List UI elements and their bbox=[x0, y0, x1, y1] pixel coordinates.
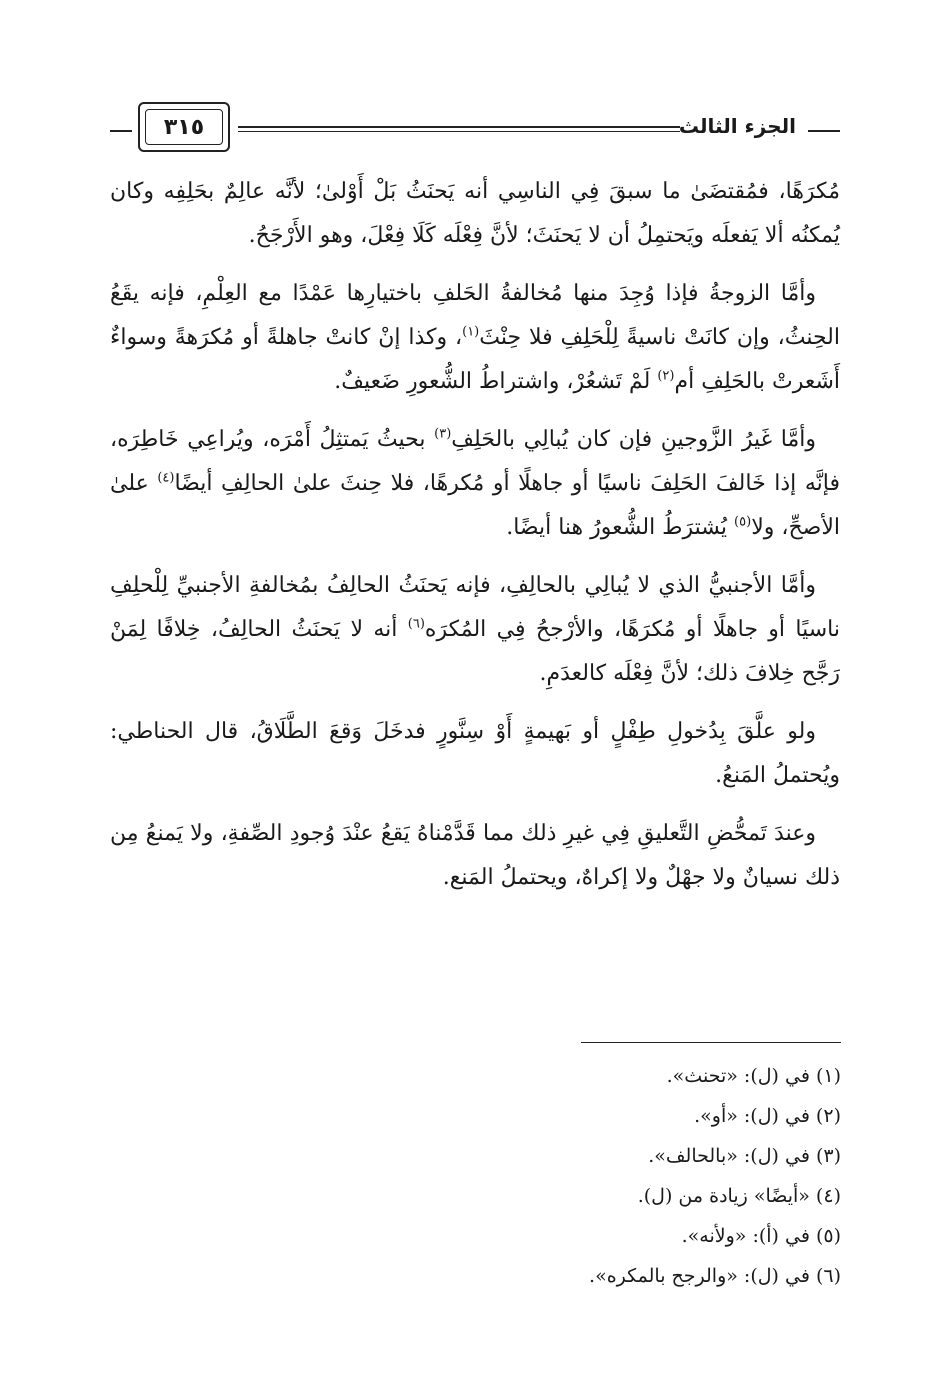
paragraph-1: مُكرَهًا، فمُقتضَىٰ ما سبقَ فِي الناسِي أنه يَحنَثُ بَلْ أَوْلىٰ؛ لأنَّه عالِمٌ بحَلِفِه وكان يُمكنُه ألا يَفعلَه ويَحتمِلُ أن لا يَحنَثَ؛ لأنَّ فِعْلَه كَلَا فِعْلَ، وهو الأَرْجَحُ. bbox=[110, 179, 840, 248]
paragraph-3-part-b: بحيثُ يَمتثِلُ أَمْرَه، ويُراعِي خَاطِرَه، فإنَّه إذا خَالفَ الحَلِفَ ناسيًا أو جاهلًا أو مُكرهًا، فلا حِنثَ علىٰ الحالِفِ أيضًا bbox=[110, 427, 840, 496]
header-dash-right bbox=[808, 130, 840, 132]
footnotes bbox=[341, 1056, 841, 1296]
footnote-ref-1: (١) bbox=[462, 324, 480, 340]
footnote-separator bbox=[581, 1042, 841, 1043]
paragraph-2-part-c: لَمْ تَشعُرْ، واشتراطُ الشُّعورِ ضَعيفٌ. bbox=[334, 369, 658, 394]
page-header bbox=[110, 96, 840, 160]
paragraph-2-part-a: وأمَّا الزوجةُ فإذا وُجِدَ منها مُخالفةُ الحَلفِ باختيارِها عَمْدًا مع العِلْمِ، فإنه يقَعُ الحِنثُ، وإن كانَتْ ناسيةً لِلْحَلِفِ فلا حِنْثَ bbox=[110, 281, 840, 350]
paragraph-3-part-c: علىٰ الأصحِّ، ولا bbox=[110, 471, 840, 540]
paragraph-5: ولو علَّقَ بِدُخولِ طِفْلٍ أو بَهيمةٍ أَوْ سِنَّورٍ فدخَلَ وَقعَ الطَّلَاقُ، قال الحناطي: ويُحتملُ المَنعُ. bbox=[110, 719, 840, 788]
paragraph-4-part-b: أنه لا يَحنَثُ الحالِفُ، خِلافًا لِمَنْ رَجَّح خِلافَ ذلك؛ لأنَّ فِعْلَه كالعدَمِ. bbox=[110, 617, 840, 686]
paragraph-3-part-d: يُشترَطُ الشُّعورُ هنا أيضًا. bbox=[506, 515, 735, 540]
running-title: الجزء الثالث bbox=[678, 114, 796, 138]
paragraph-6: وعندَ تَمحُّضِ التَّعليقِ فِي غيرِ ذلك مما قَدَّمْناهُ يَقعُ عنْدَ وُجودِ الصِّفةِ، ولا يَمنعُ مِن ذلك نسيانٌ ولا جهْلٌ ولا إكراهٌ، ويحتملُ المَنع. bbox=[110, 821, 840, 890]
paragraph-4 bbox=[110, 564, 840, 696]
paragraph-2-part-b: ، وكذا إنْ كانتْ جاهلةً أو مُكرَهةً وسواءٌ أَشَعرتْ بالحَلِفِ أم bbox=[110, 325, 840, 394]
page-number: ٣١٥ bbox=[145, 109, 223, 145]
footnote-ref-6: (٦) bbox=[407, 616, 425, 632]
page-number-frame bbox=[138, 102, 230, 152]
main-text bbox=[110, 170, 840, 914]
footnote-ref-3: (٣) bbox=[434, 426, 452, 442]
footnote-6: (٦) في (ل): «والرجح بالمكره». bbox=[589, 1265, 841, 1287]
footnote-3: (٣) في (ل): «بالحالف». bbox=[648, 1145, 841, 1167]
paragraph-3 bbox=[110, 418, 840, 550]
footnote-2: (٢) في (ل): «أو». bbox=[694, 1105, 841, 1127]
footnote-ref-2: (٢) bbox=[657, 368, 675, 384]
footnote-ref-4: (٤) bbox=[157, 470, 175, 486]
footnote-4: (٤) «أيضًا» زيادة من (ل). bbox=[637, 1185, 841, 1207]
header-rule bbox=[238, 126, 680, 132]
paragraph-4-part-a: وأمَّا الأجنبيُّ الذي لا يُبالِي بالحالِفِ، فإنه يَحنَثُ الحالِفُ بمُخالفةِ الأجنبيِّ لِلْحلِفِ ناسيًا أو جاهلًا أو مُكرَهًا، والأرْجحُ فِي المُكرَه bbox=[110, 573, 841, 642]
footnote-ref-5: (٥) bbox=[734, 514, 752, 530]
header-dash-left bbox=[110, 130, 132, 132]
paragraph-3-part-a: وأمَّا غَيرُ الزَّوجينِ فإن كان يُبالِي بالحَلِفِ bbox=[451, 427, 817, 452]
paragraph-2 bbox=[110, 272, 840, 404]
footnote-5: (٥) في (أ): «ولأنه». bbox=[681, 1225, 841, 1247]
footnote-1: (١) في (ل): «تحنث». bbox=[666, 1065, 841, 1087]
